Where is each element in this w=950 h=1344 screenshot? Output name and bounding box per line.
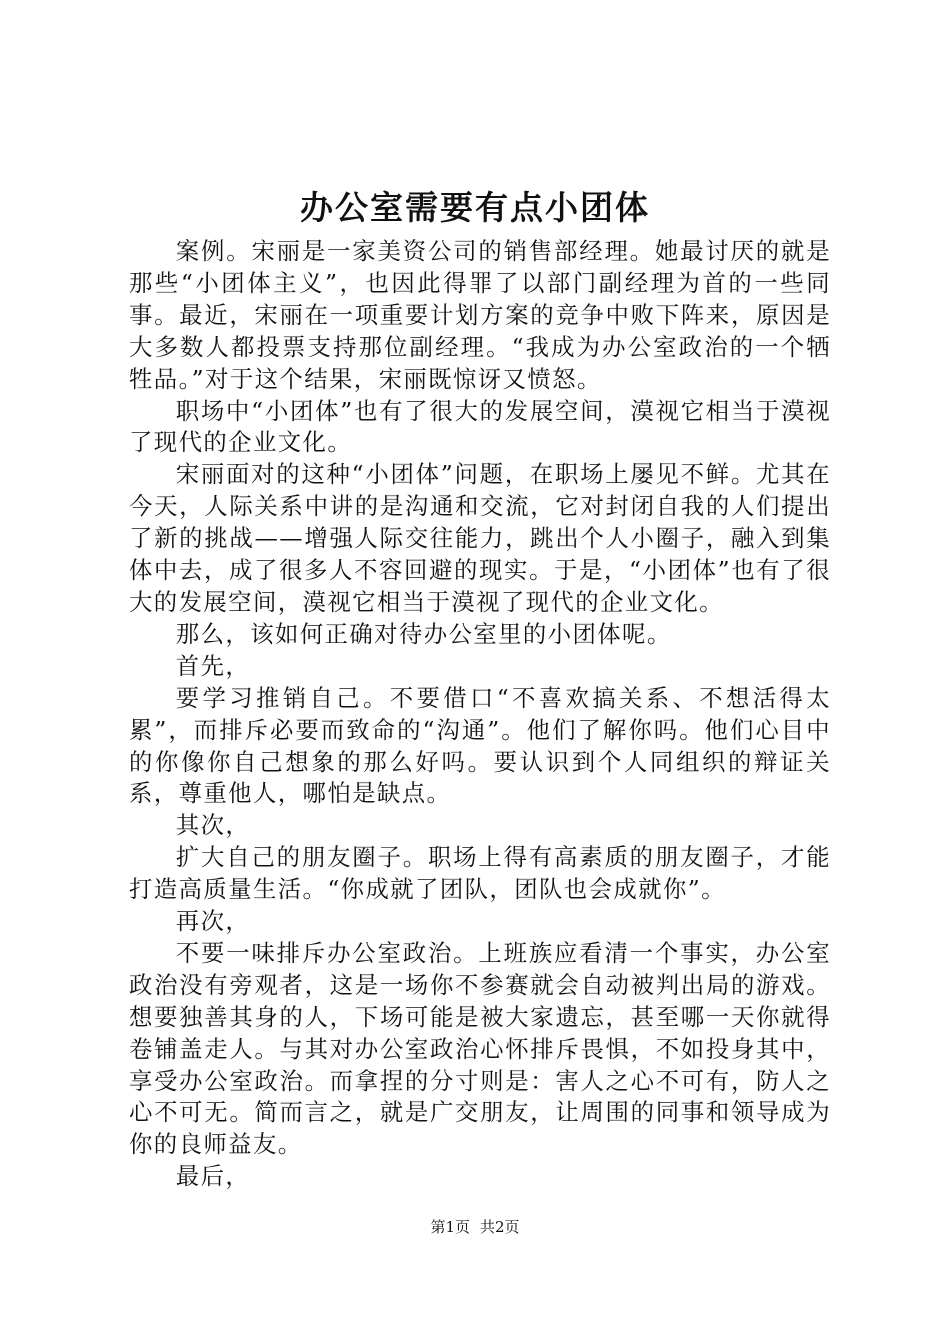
paragraph-problem: 宋丽面对的这种“小团体”问题，在职场上屡见不鲜。尤其在今天，人际关系中讲的是沟通和交流，它对封闭自我的人们提出了新的挑战——增强人际交往能力，跳出个人小圈子，融入到集体中去，成了很多人不容回避的现实。于是，“小团体”也有了很大的发展空间，漠视它相当于漠视了现代的企业文化。 [129,460,831,616]
paragraph-first-body: 要学习推销自己。不要借口“不喜欢搞关系、不想活得太累”，而排斥必要而致命的“沟通”。他们了解你吗。他们心目中的你像你自己想象的那么好吗。要认识到个人同组织的辩证关系，尊重他人，哪怕是缺点。 [129,683,831,808]
paragraph-workplace: 职场中“小团体”也有了很大的发展空间，漠视它相当于漠视了现代的企业文化。 [129,396,831,457]
page-total: 共2页 [480,1218,520,1236]
paragraph-third-body: 不要一味排斥办公室政治。上班族应看清一个事实，办公室政治没有旁观者，这是一场你不参赛就会自动被判出局的游戏。想要独善其身的人，下场可能是被大家遗忘，甚至哪一天你就得卷铺盖走人。与其对办公室政治心怀排斥畏惧，不如投身其中，享受办公室政治。而拿捏的分寸则是：害人之心不可有，防人之心不可无。简而言之，就是广交朋友，让周围的同事和领导成为你的良师益友。 [129,938,831,1159]
paragraph-second-body: 扩大自己的朋友圈子。职场上得有高素质的朋友圈子，才能打造高质量生活。“你成就了团队，团队也会成就你”。 [129,843,831,904]
paragraph-second-heading: 其次， [175,811,251,840]
page-footer [0,1216,950,1238]
document-body [129,236,831,1193]
paragraph-first-heading: 首先， [175,651,251,680]
page-number: 第1页 [430,1218,470,1236]
document-title: 办公室需要有点小团体 [300,188,650,227]
paragraph-last-heading: 最后， [175,1162,251,1191]
paragraph-question: 那么，该如何正确对待办公室里的小团体呢。 [175,619,672,648]
paragraph-case: 案例。宋丽是一家美资公司的销售部经理。她最讨厌的就是那些“小团体主义”，也因此得罪了以部门副经理为首的一些同事。最近，宋丽在一项重要计划方案的竞争中败下阵来，原因是大多数人都投票支持那位副经理。“我成为办公室政治的一个牺牲品。”对于这个结果，宋丽既惊讶又愤怒。 [129,237,831,393]
paragraph-third-heading: 再次， [175,907,251,936]
